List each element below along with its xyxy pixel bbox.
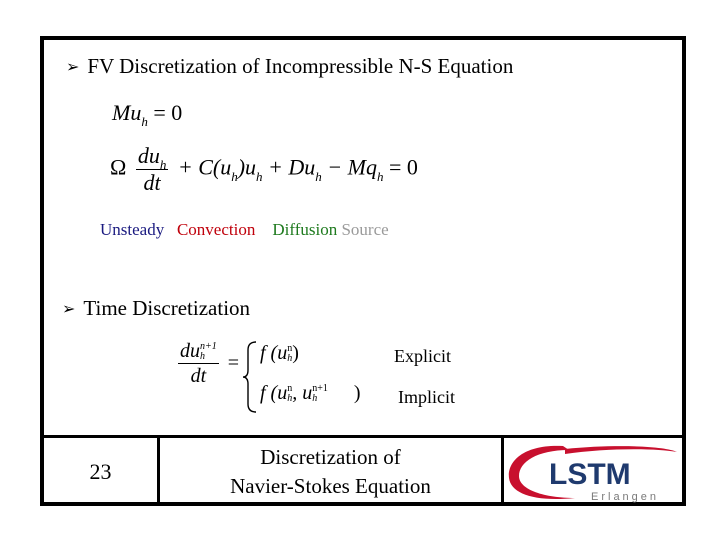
eq1-rhs: = 0 (153, 100, 183, 125)
eq2-diff-sub: h (315, 168, 322, 184)
footer-title-line1: Discretization of (260, 444, 401, 469)
page-number: 23 (44, 438, 160, 505)
arrow-bullet-icon: ➢ (62, 299, 76, 318)
eq3-case2-close: ) (353, 382, 361, 404)
eq3-case2-sub: h (287, 393, 293, 405)
eq3-frac-den: dt (190, 365, 207, 388)
eq3-case2-mid: , u (292, 382, 313, 404)
eq3-equals: = (227, 352, 240, 375)
eq3-case1-sub: h (287, 353, 293, 365)
label-source: Source (341, 220, 389, 239)
eq2-conv2-sub: h (256, 168, 263, 184)
eq3-frac-num-sup: n+1 (200, 341, 217, 353)
eq3-case2-sup: n (287, 383, 293, 395)
label-implicit: Implicit (398, 387, 455, 407)
bullet-fv-discretization (66, 54, 513, 79)
footer-title-line2: Navier-Stokes Equation (230, 473, 431, 498)
equation-continuity (112, 100, 183, 129)
logo-sub-text: Erlangen (591, 490, 660, 503)
term-labels (100, 220, 389, 240)
label-diffusion: Diffusion (272, 220, 338, 239)
equation-momentum (110, 144, 418, 195)
bullet-text: FV Discretization of Incompressible N-S Equation (87, 54, 514, 78)
eq2-frac-num-sub: h (159, 157, 167, 172)
eq1-u: u (130, 100, 142, 125)
eq2-fraction (136, 144, 169, 195)
slide-footer (44, 435, 682, 505)
equation-time (174, 340, 239, 387)
eq2-conv2: )u (237, 154, 257, 180)
label-unsteady: Unsteady (100, 220, 165, 239)
left-brace-icon (242, 340, 258, 414)
eq2-frac-num: du (137, 143, 160, 168)
logo-main-text: LSTM (549, 457, 631, 491)
eq2-rhs: = 0 (388, 154, 418, 180)
eq3-case1: f (u (260, 342, 288, 364)
eq3-case1-sup: n (287, 343, 293, 355)
eq3-frac-num: du (180, 340, 200, 362)
footer-title (160, 438, 504, 505)
lstm-logo-icon (505, 440, 681, 504)
eq2-src-sub: h (376, 168, 384, 184)
lstm-logo (504, 438, 682, 505)
eq2-frac-den: dt (143, 170, 161, 196)
eq3-case1-close: ) (292, 342, 299, 364)
eq2-conv: + C(u (177, 154, 232, 180)
eq2-diff: + Du (268, 154, 316, 180)
eq2-omega: Ω (110, 154, 127, 180)
label-convection: Convection (176, 220, 256, 239)
eq3-frac-num-sub: h (200, 351, 205, 363)
slide-frame (40, 36, 686, 506)
eq1-M: M (112, 100, 131, 125)
bullet-time-discretization (62, 296, 250, 321)
label-explicit: Explicit (394, 346, 451, 366)
eq3-case2-sup2: n+1 (312, 383, 328, 395)
eq2-conv-sub: h (231, 168, 238, 184)
eq3-fraction (178, 340, 219, 387)
eq3-case2: f (u (260, 382, 288, 404)
eq3-case2-sub2: h (312, 393, 318, 405)
eq3-case-explicit (260, 342, 299, 365)
arrow-bullet-icon: ➢ (66, 57, 80, 76)
eq2-src: − Mq (327, 154, 377, 180)
slide-content (44, 40, 682, 502)
eq3-case-implicit (260, 382, 361, 405)
bullet-text: Time Discretization (83, 296, 251, 320)
eq1-sub: h (141, 114, 148, 129)
